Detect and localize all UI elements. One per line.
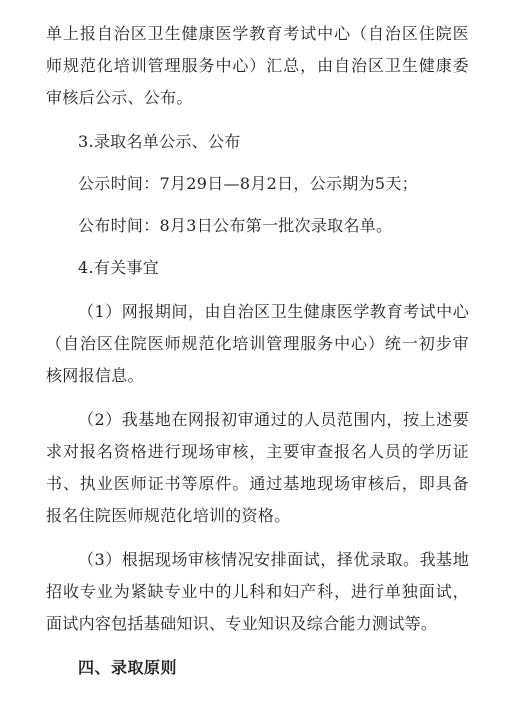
heading-admission-principles: 四、录取原则 bbox=[78, 658, 178, 677]
item-3: （3）根据现场审核情况安排面试，择优录取。我基地招收专业为紧缺专业中的儿科和妇产科，进行单独面试，面试内容包括基础知识、专业知识及综合能力测试等。 bbox=[46, 550, 469, 633]
paragraph-continued: 单上报自治区卫生健康医学教育考试中心（自治区住院医师规范化培训管理服务中心）汇总，由自治区卫生健康委审核后公示、公布。 bbox=[46, 24, 469, 107]
announce-time: 公布时间：8月3日公布第一批次录取名单。 bbox=[78, 216, 393, 235]
item-2: （2）我基地在网报初审通过的人员范围内，按上述要求对报名资格进行现场审核，主要审查报名人员的学历证书、执业医师证书等原件。通过基地现场审核后，即具备报名住院医师规范化培训的资格。 bbox=[46, 410, 469, 525]
section-3-title: 3.录取名单公示、公布 bbox=[78, 132, 241, 151]
item-1: （1）网报期间，由自治区卫生健康医学教育考试中心（自治区住院医师规范化培训管理服务中心）统一初步审核网报信息。 bbox=[46, 302, 469, 385]
section-4-title: 4.有关事宜 bbox=[78, 258, 160, 277]
publicity-time: 公示时间：7月29日—8月2日，公示期为5天； bbox=[78, 174, 418, 193]
